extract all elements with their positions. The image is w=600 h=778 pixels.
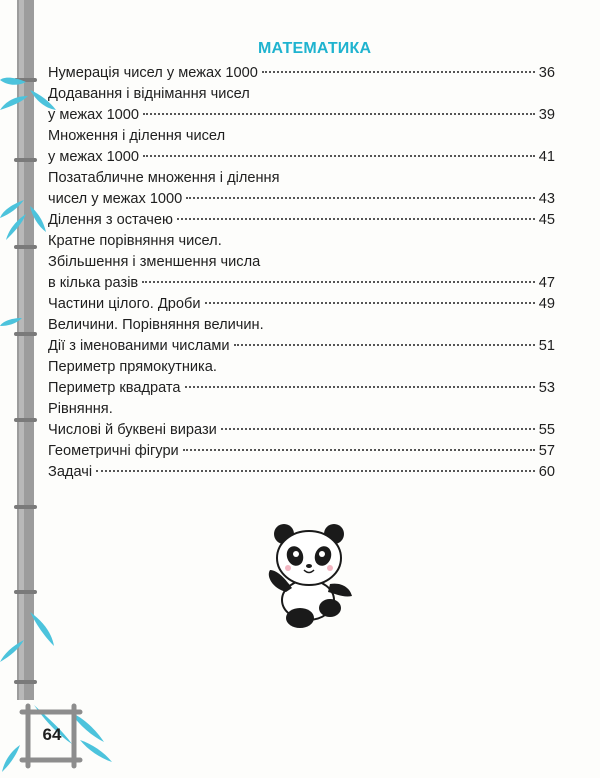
toc-entry-title: Величини. Порівняння величин. (48, 317, 264, 333)
toc-entry (48, 168, 555, 189)
toc-dot-leader (96, 470, 535, 472)
toc-entry-title: Периметр квадрата (48, 380, 181, 396)
toc-entry-title: Збільшення і зменшення числа (48, 254, 261, 270)
toc-entry-title: Периметр прямокутника. (48, 359, 217, 375)
toc-entry (48, 252, 555, 273)
toc-entry-title: в кілька разів (48, 275, 139, 291)
toc-dot-leader (234, 344, 535, 346)
section-title: МАТЕМАТИКА (258, 40, 372, 57)
panda-illustration (260, 518, 360, 633)
toc-entry-title: Задачі (48, 464, 93, 480)
toc-dot-leader (185, 386, 535, 388)
toc-entry (48, 462, 555, 483)
toc-entry (48, 399, 555, 420)
toc-dot-leader (143, 113, 535, 115)
toc-entry-page: 43 (538, 191, 555, 207)
toc-entry-title: Додавання і віднімання чисел (48, 86, 250, 102)
toc-entry (48, 357, 555, 378)
toc-dot-leader (143, 155, 535, 157)
toc-entry-page: 36 (538, 65, 555, 81)
toc-entry (48, 273, 555, 294)
toc-entry (48, 420, 555, 441)
toc-entry (48, 294, 555, 315)
toc-entry-title: Нумерація чисел у межах 1000 (48, 65, 258, 81)
toc-entry (48, 84, 555, 105)
toc-entry-title: у межах 1000 (48, 149, 140, 165)
toc-entry (48, 336, 555, 357)
toc-entry-page: 39 (538, 107, 555, 123)
toc-entry (48, 231, 555, 252)
toc-entry-title: Дії з іменованими числами (48, 338, 230, 354)
toc-dot-leader (205, 302, 535, 304)
toc-entry-page: 53 (538, 380, 555, 396)
toc-entry (48, 441, 555, 462)
toc-entry (48, 315, 555, 336)
toc-entry (48, 378, 555, 399)
toc-entry (48, 210, 555, 231)
toc-entry-title: Рівняння. (48, 401, 113, 417)
toc-dot-leader (183, 449, 535, 451)
toc-entry-title: у межах 1000 (48, 107, 140, 123)
toc-entry-page: 60 (538, 464, 555, 480)
toc-entry (48, 189, 555, 210)
toc-entry-title: Ділення з остачею (48, 212, 173, 228)
toc-dot-leader (186, 197, 534, 199)
toc-entry-title: чисел у межах 1000 (48, 191, 183, 207)
toc-entry-page: 47 (538, 275, 555, 291)
toc-entry-page: 55 (538, 422, 555, 438)
toc-dot-leader (142, 281, 535, 283)
toc-entry-page: 51 (538, 338, 555, 354)
toc-entry-page: 49 (538, 296, 555, 312)
toc-entry-page: 41 (538, 149, 555, 165)
toc-entry-title: Геометричні фігури (48, 443, 179, 459)
toc-entry-title: Частини цілого. Дроби (48, 296, 201, 312)
toc-dot-leader (221, 428, 535, 430)
table-of-contents (48, 63, 555, 483)
toc-entry (48, 63, 555, 84)
toc-entry-page: 45 (538, 212, 555, 228)
page-number: 64 (42, 725, 62, 744)
toc-dot-leader (177, 218, 535, 220)
toc-entry-title: Числові й буквені вирази (48, 422, 217, 438)
toc-dot-leader (262, 71, 535, 73)
toc-entry-page: 57 (538, 443, 555, 459)
toc-entry (48, 105, 555, 126)
toc-entry (48, 126, 555, 147)
toc-entry-title: Кратне порівняння чисел. (48, 233, 222, 249)
toc-entry-title: Множення і ділення чисел (48, 128, 226, 144)
toc-entry (48, 147, 555, 168)
toc-entry-title: Позатабличне множення і ділення (48, 170, 280, 186)
